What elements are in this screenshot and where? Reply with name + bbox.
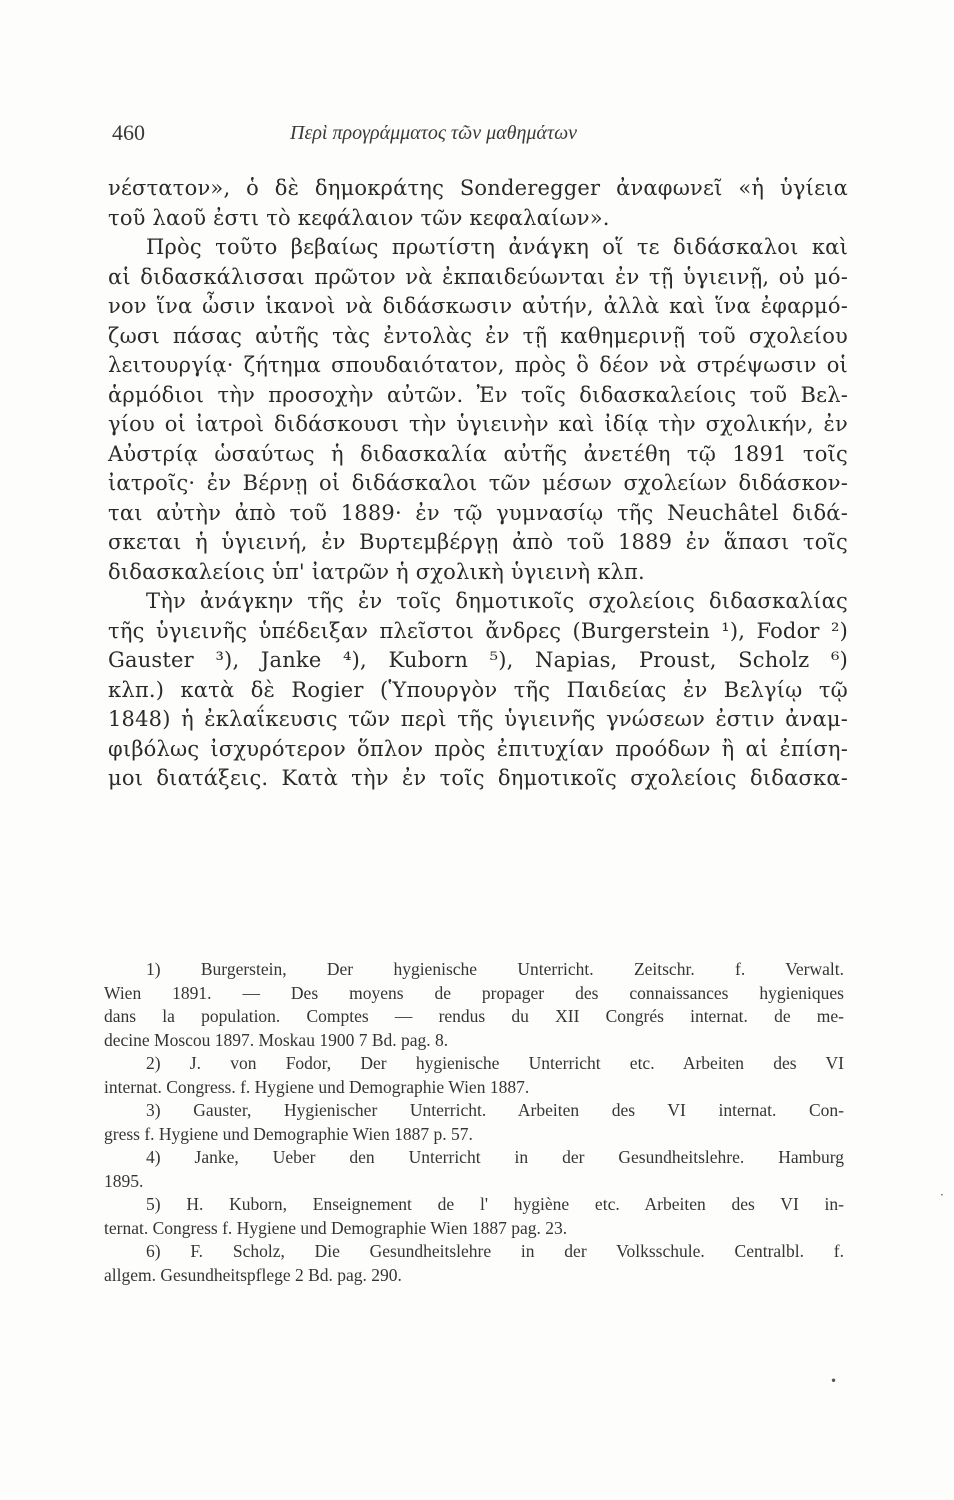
text-line: διδασκαλείοις ὑπ' ἰατρῶν ἡ σχολικὴ ὑγιεινὴ κλπ. — [108, 559, 645, 584]
footnote-line: 1895. — [104, 1170, 144, 1191]
footnote-line: 5) H. Kuborn, Enseignement de l' hygiène etc. Arbeiten des VI in- — [146, 1194, 844, 1214]
text-line: τῆς ὑγιεινῆς ὑπέδειξαν πλεῖστοι ἄνδρες (Burgerstein ¹), Fodor ²) — [108, 618, 848, 643]
margin-speck: • — [830, 1374, 838, 1388]
text-line: ζωσι πάσας αὐτῆς τὰς ἐντολὰς ἐν τῇ καθημερινῇ τοῦ σχολείου — [108, 323, 848, 348]
footnote-line: dans la population. Comptes — rendus du XII Congrés internat. de me- — [104, 1006, 844, 1026]
margin-speck: · — [940, 1188, 944, 1202]
footnote-line: 4) Janke, Ueber den Unterricht in der Gesundheitslehre. Hamburg — [146, 1147, 844, 1167]
text-line: αἱ διδασκάλισσαι πρῶτον νὰ ἐκπαιδεύωνται ἐν τῇ ὑγιεινῇ, οὐ μό- — [108, 264, 848, 289]
text-line: 1848) ἡ ἐκλαΐκευσις τῶν περὶ τῆς ὑγιεινῆς γνώσεων ἐστιν ἀναμ- — [108, 707, 848, 731]
text-line: ται αὐτὴν ἀπὸ τοῦ 1889· ἐν τῷ γυμνασίῳ τῆς Neuchâtel διδά- — [108, 500, 848, 525]
text-line: Gauster ³), Janke ⁴), Kuborn ⁵), Napias, Proust, Scholz ⁶) — [108, 648, 848, 672]
running-title: Περὶ προγράμματος τῶν μαθημάτων — [290, 122, 578, 144]
footnote-line: 2) J. von Fodor, Der hygienische Unterricht etc. Arbeiten des VI — [146, 1053, 844, 1073]
footnote-line: internat. Congress. f. Hygiene und Demographie Wien 1887. — [104, 1076, 530, 1097]
footnote-line: Wien 1891. — Des moyens de propager des connaissances hygieniques — [104, 982, 844, 1003]
text-line: τοῦ λαοῦ ἐστι τὸ κεφάλαιον τῶν κεφαλαίων». — [108, 205, 610, 230]
text-line: ἰατροῖς· ἐν Βέρνῃ οἱ διδάσκαλοι τῶν μέσων σχολείων διδάσκον- — [108, 471, 848, 495]
page-number: 460 — [112, 120, 145, 145]
text-line: νον ἵνα ὦσιν ἱκανοὶ νὰ διδάσκωσιν αὐτήν, ἀλλὰ καὶ ἵνα ἐφαρμό- — [108, 294, 848, 318]
text-line: νέστατον», ὁ δὲ δημοκράτης Sonderegger ἀναφωνεῖ «ἡ ὑγίεια — [108, 176, 848, 200]
footnote-line: 6) F. Scholz, Die Gesundheitslehre in der Volksschule. Centralbl. f. — [146, 1241, 844, 1261]
text-line: γίου οἱ ἰατροὶ διδάσκουσι τὴν ὑγιεινὴν καὶ ἰδίᾳ τὴν σχολικήν, ἐν — [108, 412, 848, 436]
footnote-line: 3) Gauster, Hygienischer Unterricht. Arbeiten des VI internat. Con- — [146, 1100, 844, 1120]
text-line: Πρὸς τοῦτο βεβαίως πρωτίστη ἀνάγκη οἵ τε διδάσκαλοι καὶ — [146, 235, 848, 259]
text-line: Τὴν ἀνάγκην τῆς ἐν τοῖς δημοτικοῖς σχολείοις διδασκαλίας — [146, 589, 848, 613]
footnote-line: decine Moscou 1897. Moskau 1900 7 Bd. pag. 8. — [104, 1029, 449, 1050]
footnote-line: gress f. Hygiene und Demographie Wien 1887 p. 57. — [104, 1123, 473, 1144]
text-line: ἁρμόδιοι τὴν προσοχὴν αὐτῶν. Ἐν τοῖς διδασκαλείοις τοῦ Βελ- — [108, 382, 848, 407]
footnote-line: ternat. Congress f. Hygiene und Demographie Wien 1887 pag. 23. — [104, 1217, 568, 1238]
footnotes — [104, 958, 844, 1287]
main-text — [108, 174, 848, 794]
text-line: μοι διατάξεις. Κατὰ τὴν ἐν τοῖς δημοτικοῖς σχολείοις διδασκα- — [108, 766, 848, 790]
text-line: κλπ.) κατὰ δὲ Rogier (Ὑπουργὸν τῆς Παιδείας ἐν Βελγίῳ τῷ — [108, 677, 848, 702]
text-line: σκεται ἡ ὑγιεινή, ἐν Βυρτεμβέργῃ ἀπὸ τοῦ 1889 ἐν ἅπασι τοῖς — [108, 530, 848, 554]
text-line: λειτουργίᾳ· ζήτημα σπουδαιότατον, πρὸς ὃ δέον νὰ στρέψωσιν οἱ — [108, 353, 848, 377]
footnote-line: 1) Burgerstein, Der hygienische Unterricht. Zeitschr. f. Verwalt. — [146, 959, 844, 979]
footnote-line: allgem. Gesundheitspflege 2 Bd. pag. 290. — [104, 1264, 402, 1285]
text-line: Αὐστρίᾳ ὡσαύτως ἡ διδασκαλία αὐτῆς ἀνετέθη τῷ 1891 τοῖς — [108, 441, 848, 466]
text-line: φιβόλως ἰσχυρότερον ὅπλον πρὸς ἐπιτυχίαν προόδων ἢ αἱ ἐπίση- — [108, 736, 848, 761]
